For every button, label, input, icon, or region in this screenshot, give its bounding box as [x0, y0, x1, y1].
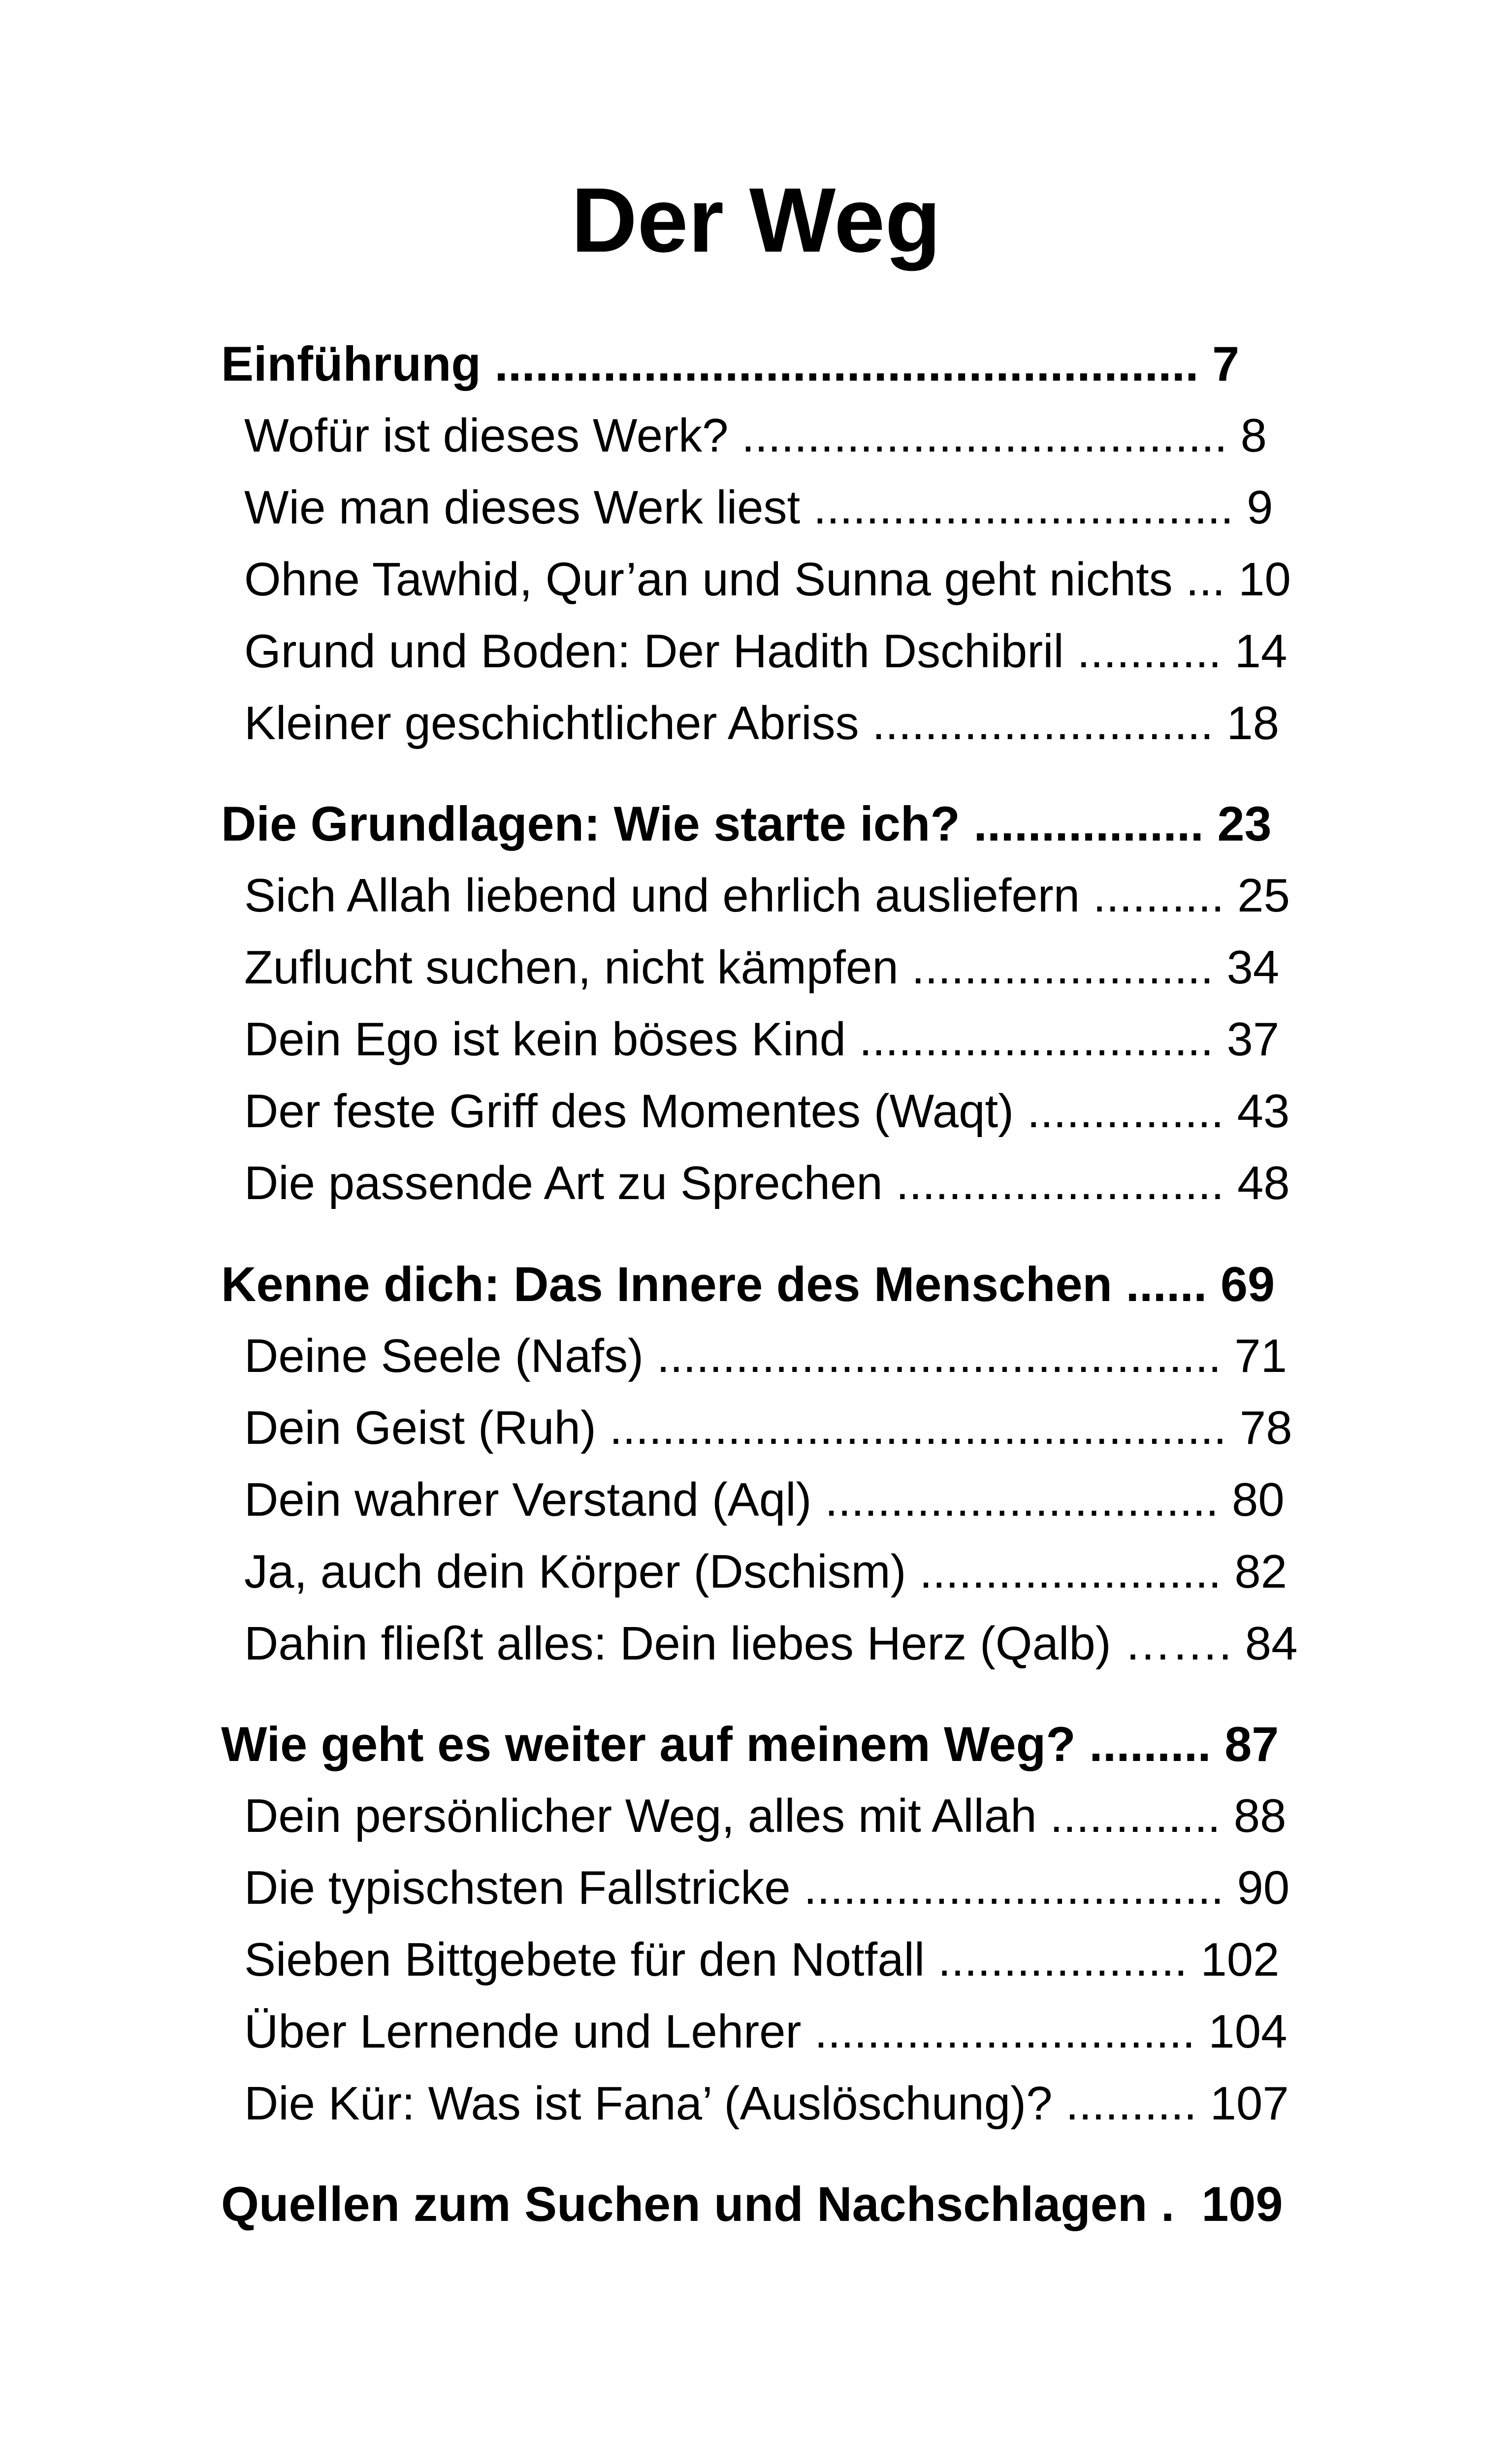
table-of-contents	[221, 0, 1298, 2443]
toc-section[interactable]	[221, 329, 1287, 398]
toc-section-text: Die Grundlagen: Wie starte ich? ................. 23	[221, 796, 1272, 851]
toc-entry-text: Deine Seele (Nafs) ........................................... 71	[244, 1330, 1287, 1382]
toc-entry[interactable]	[244, 1854, 1290, 1922]
toc-section[interactable]	[221, 1250, 1287, 1319]
toc-entry[interactable]	[244, 1394, 1292, 1463]
toc-entry[interactable]	[244, 1077, 1290, 1146]
toc-entry[interactable]	[244, 1925, 1287, 1994]
toc-entry[interactable]	[244, 1322, 1287, 1391]
toc-entry-text: Der feste Griff des Momentes (Waqt) ............... 43	[244, 1085, 1290, 1138]
toc-section[interactable]	[221, 1710, 1287, 1779]
toc-entry-text: Dein persönlicher Weg, alles mit Allah ............. 88	[244, 1790, 1287, 1842]
toc-entry[interactable]	[244, 1782, 1287, 1851]
toc-entry[interactable]	[244, 1537, 1287, 1606]
toc-entry[interactable]	[244, 1997, 1287, 2066]
toc-entry[interactable]	[244, 401, 1287, 470]
page-title: Der Weg	[571, 169, 941, 271]
toc-entry[interactable]	[244, 1005, 1287, 1074]
toc-entry-text: Zuflucht suchen, nicht kämpfen ....................... 34	[244, 941, 1280, 994]
toc-entry[interactable]	[244, 617, 1287, 686]
toc-entry[interactable]	[244, 933, 1287, 1002]
toc-entry[interactable]	[244, 545, 1291, 614]
toc-entry-text: Dein Ego ist kein böses Kind ........................... 37	[244, 1013, 1280, 1066]
toc-entry-text: Kleiner geschichtlicher Abriss .......................... 18	[244, 697, 1280, 749]
toc-entry-text: Über Lernende und Lehrer ............................. 104	[244, 2005, 1287, 2058]
toc-entry-text: Ohne Tawhid, Qur’an und Sunna geht nichts ... 10	[244, 553, 1291, 606]
toc-entry[interactable]	[244, 2069, 1287, 2138]
toc-entry-text: Grund und Boden: Der Hadith Dschibril ........... 14	[244, 625, 1287, 678]
toc-entry[interactable]	[244, 1609, 1298, 1678]
toc-entry-text: Die Kür: Was ist Fana’ (Auslöschung)? .......... 107	[244, 2077, 1289, 2130]
toc-section-text: Einführung .................................................... 7	[221, 336, 1240, 391]
toc-entry-text: Dein wahrer Verstand (Aql) .............................. 80	[244, 1473, 1285, 1526]
toc-entry-text: Die passende Art zu Sprechen ......................... 48	[244, 1157, 1290, 1209]
toc-entry-text: Dahin fließt alles: Dein liebes Herz (Qalb) ……. 84	[244, 1617, 1298, 1670]
toc-section-text: Wie geht es weiter auf meinem Weg? ......... 87	[221, 1717, 1279, 1771]
toc-section-text: Quellen zum Suchen und Nachschlagen . 109	[221, 2177, 1283, 2231]
toc-entry-text: Dein Geist (Ruh) ............................................... 78	[244, 1401, 1292, 1454]
toc-entry-text: Sieben Bittgebete für den Notfall ................... 102	[244, 1933, 1280, 1986]
toc-entry-text: Ja, auch dein Körper (Dschism) ....................... 82	[244, 1545, 1287, 1598]
toc-entry-text: Sich Allah liebend und ehrlich ausliefern .......... 25	[244, 869, 1290, 922]
toc-section[interactable]	[221, 789, 1287, 858]
toc-entry[interactable]	[244, 689, 1287, 758]
toc-entry[interactable]	[244, 473, 1287, 542]
toc-entry-text: Die typischsten Fallstricke ................................ 90	[244, 1861, 1290, 1914]
toc-entry[interactable]	[244, 861, 1290, 930]
toc-section-text: Kenne dich: Das Innere des Menschen ...... 69	[221, 1257, 1275, 1311]
toc-section[interactable]	[221, 2170, 1287, 2239]
toc-entry-text: Wofür ist dieses Werk? ..................................... 8	[244, 409, 1267, 462]
toc-entry[interactable]	[244, 1149, 1290, 1218]
toc-entry-text: Wie man dieses Werk liest ................................ 9	[244, 481, 1273, 534]
toc-entry[interactable]	[244, 1466, 1287, 1534]
